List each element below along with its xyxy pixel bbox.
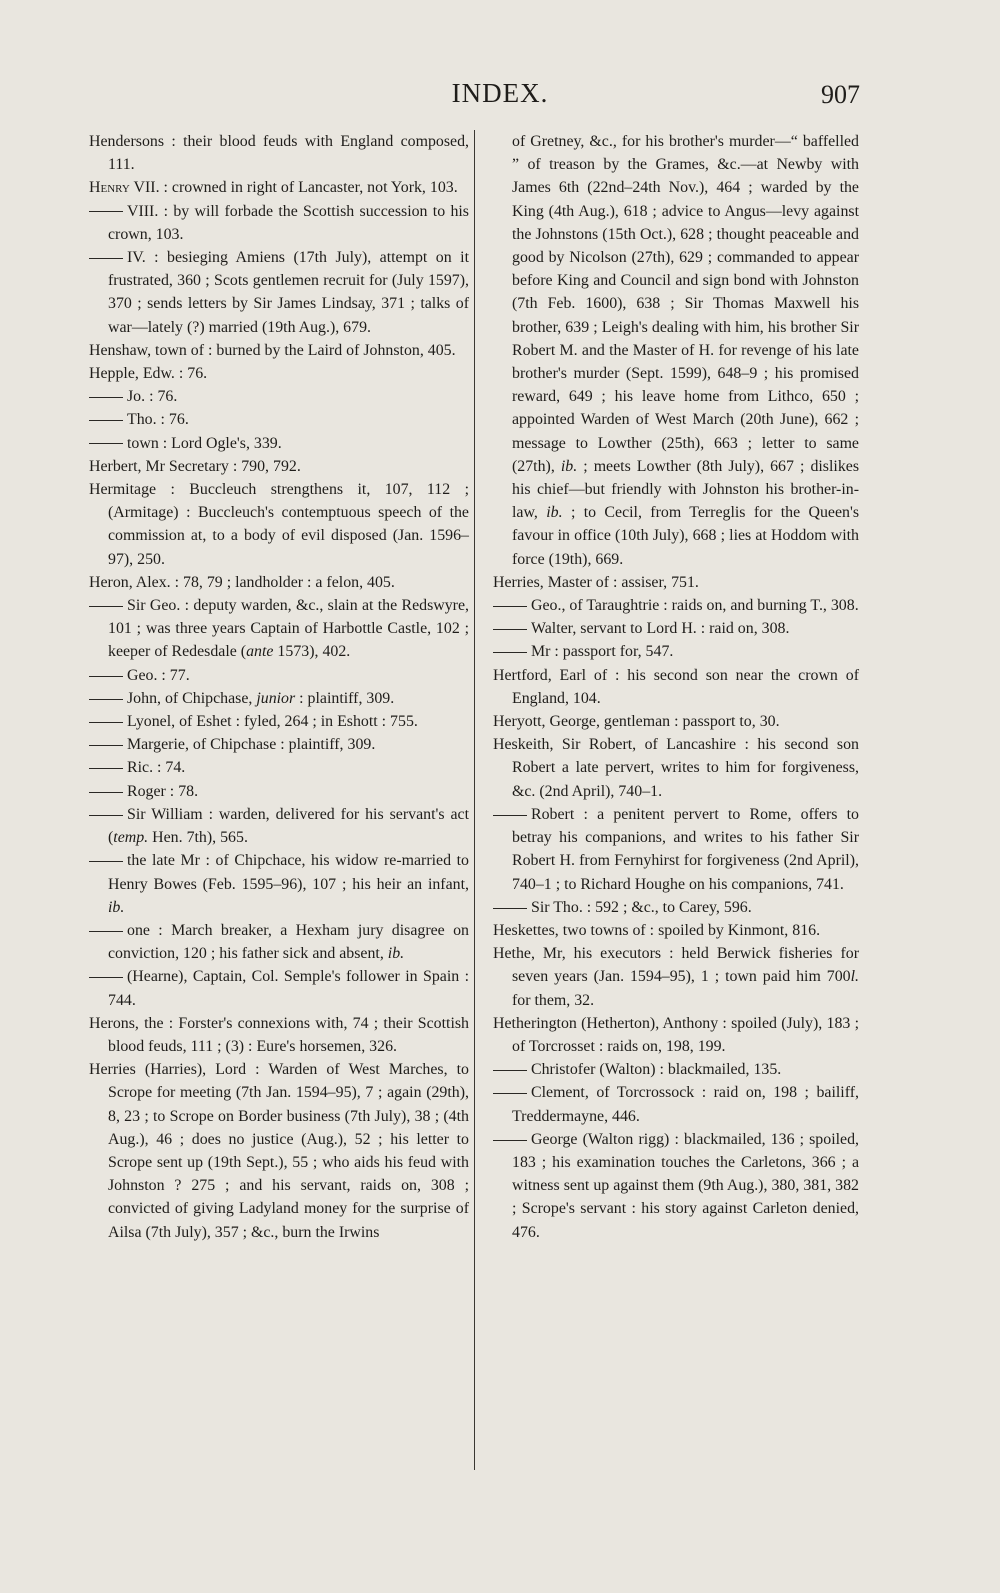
entry-text: Herries (Harries), Lord : Warden of West Marches, to Scrope for meeting (7th Jan. 1594–95), 7 ; again (29th), 8, 23 ; to Scrope on Border business (7th July), 38 ; (4th Aug.), 46 ; does no justice (Aug.), 52 ; his letter to Scrope sent up (19th Sept.), 55 ; who aids his feud with Johnston ? 275 ; and his servant, raids on, 308 ; convicted of giving Ladyland money for the surprise of Ailsa (7th July), 357 ; &c., burn the Irwins (89, 1061, 469, 1241)
entry-text: Walter, servant to Lord H. : raid on, 308. (531, 620, 790, 638)
entry-text: Hertford, Earl of : his second son near the crown of England, 104. (493, 666, 859, 707)
index-entry (89, 130, 469, 176)
index-entry (89, 176, 469, 199)
index-entry (89, 1058, 469, 1244)
entry-text: Hermitage : Buccleuch strengthens it, 107, 112 ; (Armitage) : Buccleuch's contemptuous speech of the commission at, to a body of evil disposed (Jan. 1596–97), 250. (89, 481, 469, 568)
entry-text: one : March breaker, a Hexham jury disagree on conviction, 120 ; his father sick and absent, ib. (108, 921, 469, 963)
repeat-dash (89, 443, 123, 444)
repeat-dash (89, 699, 123, 700)
index-entry-continuation (493, 130, 859, 571)
index-subentry (89, 780, 469, 803)
entry-text: Hethe, Mr, his executors : held Berwick fisheries for seven years (Jan. 1594–95), 1 ; town paid him 700l. for them, 32. (493, 945, 859, 1009)
index-entry (89, 571, 469, 594)
index-subentry (89, 919, 469, 965)
entry-text: of Gretney, &c., for his brother's murder—“ baffelled ” of treason by the Grames, &c.—at Newby with James 6th (22nd–24th Nov.), 464 ; warded by the King (4th Aug.), 618 ; advice to Angus—levy against the Johnstons (15th Oct.), 628 ; thought peaceable and good by Nicolson (27th), 629 ; commanded to appear before King and Council and sign bond with Johnston (7th Feb. 1600), 638 ; Sir Thomas Maxwell his brother, 639 ; Leigh's dealing with him, his brother Sir Robert M. and the Master of H. for revenge of his late brother's murder (Sept. 1599), 648–9 ; his promised reward, 649 ; his leave home from Lithco, 650 ; appointed Warden of West March (20th June), 662 ; message to Lowther (25th), 663 ; letter to same (27th), ib. ; meets Lowther (8th July), 667 ; dislikes his chief—but friendly with Johnston his brother-in-law, ib. ; to Cecil, from Terreglis for the Queen's favour in office (10th July), 668 ; lies at Hoddom with force (19th), 669. (512, 133, 860, 568)
index-subentry (89, 664, 469, 687)
entry-text: Geo. : 77. (127, 666, 190, 684)
repeat-dash (89, 722, 123, 723)
index-subentry (89, 594, 469, 664)
entry-text: Mr : passport for, 547. (531, 643, 674, 661)
index-subentry (89, 200, 469, 246)
entry-text: IV. : besieging Amiens (17th July), attempt on it frustrated, 360 ; Scots gentlemen recruit for (July 1597), 370 ; sends letters by Sir James Lindsay, 371 ; talks of war—lately (?) married (19th Aug.), 679. (108, 249, 469, 336)
running-head (0, 78, 1000, 118)
repeat-dash (493, 652, 527, 653)
entry-text: Sir Tho. : 592 ; &c., to Carey, 596. (531, 898, 752, 916)
entry-text: Sir William : warden, delivered for his servant's act (temp. Hen. 7th), 565. (108, 805, 469, 847)
entry-text: the late Mr : of Chipchace, his widow re-married to Henry Bowes (Feb. 1595–96), 107 ; his heir an infant, ib. (108, 852, 469, 916)
repeat-dash (493, 606, 527, 607)
index-subentry (89, 756, 469, 779)
index-subentry (89, 965, 469, 1011)
repeat-dash (89, 211, 123, 212)
repeat-dash (89, 792, 123, 793)
repeat-dash (493, 1140, 527, 1141)
repeat-dash (493, 815, 527, 816)
repeat-dash (89, 397, 123, 398)
index-entry (89, 478, 469, 571)
entry-text: Sir Geo. : deputy warden, &c., slain at the Redswyre, 101 ; was three years Captain of Harbottle Castle, 102 ; keeper of Redesdale (ante 1573), 402. (108, 597, 469, 661)
index-subentry (89, 687, 469, 710)
entry-text: Herbert, Mr Secretary : 790, 792. (89, 457, 301, 475)
index-subentry (89, 246, 469, 339)
entry-text: Heskettes, two towns of : spoiled by Kinmont, 816. (493, 921, 821, 939)
entry-text: town : Lord Ogle's, 339. (127, 434, 282, 452)
index-subentry (89, 849, 469, 919)
repeat-dash (493, 1093, 527, 1094)
entry-text: Margerie, of Chipchase : plaintiff, 309. (127, 736, 376, 754)
entry-text: Henshaw, town of : burned by the Laird of Johnston, 405. (89, 341, 456, 359)
entry-heading: Henry (89, 179, 130, 197)
repeat-dash (89, 258, 123, 259)
repeat-dash (89, 861, 123, 862)
entry-text: John, of Chipchase, junior : plaintiff, 309. (127, 689, 395, 707)
index-entry (89, 455, 469, 478)
entry-text: Tho. : 76. (127, 411, 189, 429)
entry-text: (Hearne), Captain, Col. Semple's follower in Spain : 744. (108, 968, 469, 1009)
entry-text: Heryott, George, gentleman : passport to, 30. (493, 713, 780, 731)
index-subentry (493, 1081, 859, 1127)
entry-text: Heskeith, Sir Robert, of Lancashire : his second son Robert a late pervert, writes to him for forgiveness, &c. (2nd April), 740–1. (493, 736, 859, 800)
entry-text: Robert : a penitent pervert to Rome, offers to betray his companions, and writes to his father Sir Robert H. from Fernyhirst for forgiveness (2nd April), 740–1 ; to Richard Houghe on his companions, 741. (512, 805, 859, 893)
repeat-dash (89, 768, 123, 769)
entry-text: Lyonel, of Eshet : fyled, 264 ; in Eshott : 755. (127, 713, 418, 731)
column-divider (474, 130, 475, 1470)
index-entry (89, 339, 469, 362)
index-subentry (493, 803, 859, 896)
index-entry (493, 710, 859, 733)
running-title: INDEX. (451, 78, 549, 108)
index-subentry (89, 385, 469, 408)
entry-text: Hepple, Edw. : 76. (89, 365, 208, 383)
page-number: 907 (821, 80, 860, 109)
entry-text: VIII. : by will forbade the Scottish succession to his crown, 103. (108, 202, 469, 243)
index-entry (493, 942, 859, 1012)
index-subentry (89, 803, 469, 849)
index-column-left (89, 130, 469, 1244)
entry-text: Herons, the : Forster's connexions with, 74 ; their Scottish blood feuds, 111 ; (3) : Eure's horsemen, 326. (89, 1014, 469, 1055)
repeat-dash (493, 908, 527, 909)
entry-text: Jo. : 76. (127, 388, 178, 406)
entry-text: Hendersons : their blood feuds with England composed, 111. (89, 133, 469, 174)
entry-text: Roger : 78. (127, 782, 199, 800)
repeat-dash (89, 815, 123, 816)
entry-text: Herries, Master of : assiser, 751. (493, 573, 699, 591)
index-subentry (493, 1128, 859, 1244)
index-entry (89, 1012, 469, 1058)
repeat-dash (493, 629, 527, 630)
repeat-dash (89, 420, 123, 421)
index-subentry (89, 733, 469, 756)
index-entry (493, 571, 859, 594)
entry-text: Hetherington (Hetherton), Anthony : spoiled (July), 183 ; of Torcrosset : raids on, 198, 199. (493, 1014, 859, 1055)
index-subentry (89, 710, 469, 733)
index-subentry (89, 432, 469, 455)
index-subentry (89, 408, 469, 431)
entry-text: Geo., of Taraughtrie : raids on, and burning T., 308. (531, 597, 859, 615)
index-subentry (493, 640, 859, 663)
entry-text: Heron, Alex. : 78, 79 ; landholder : a felon, 405. (89, 573, 395, 591)
repeat-dash (89, 977, 123, 978)
index-entry (493, 919, 859, 942)
entry-text: Clement, of Torcrossock : raid on, 198 ; bailiff, Treddermayne, 446. (512, 1084, 859, 1125)
repeat-dash (493, 1070, 527, 1071)
entry-text: Christofer (Walton) : blackmailed, 135. (531, 1061, 782, 1079)
index-entry (493, 664, 859, 710)
entry-text: Ric. : 74. (127, 759, 186, 777)
entry-text: George (Walton rigg) : blackmailed, 136 ; spoiled, 183 ; his examination touches the Carletons, 366 ; a witness sent up against them (9th Aug.), 380, 381, 382 ; Scrope's servant : his story against Carleton denied, 476. (512, 1130, 859, 1241)
index-column-right (493, 130, 859, 1244)
repeat-dash (89, 931, 123, 932)
index-subentry (493, 896, 859, 919)
index-subentry (493, 617, 859, 640)
repeat-dash (89, 606, 123, 607)
index-subentry (493, 594, 859, 617)
index-entry (493, 733, 859, 803)
repeat-dash (89, 745, 123, 746)
repeat-dash (89, 676, 123, 677)
index-entry (493, 1012, 859, 1058)
index-entry (89, 362, 469, 385)
entry-text: VII. : crowned in right of Lancaster, not York, 103. (129, 179, 458, 197)
index-subentry (493, 1058, 859, 1081)
